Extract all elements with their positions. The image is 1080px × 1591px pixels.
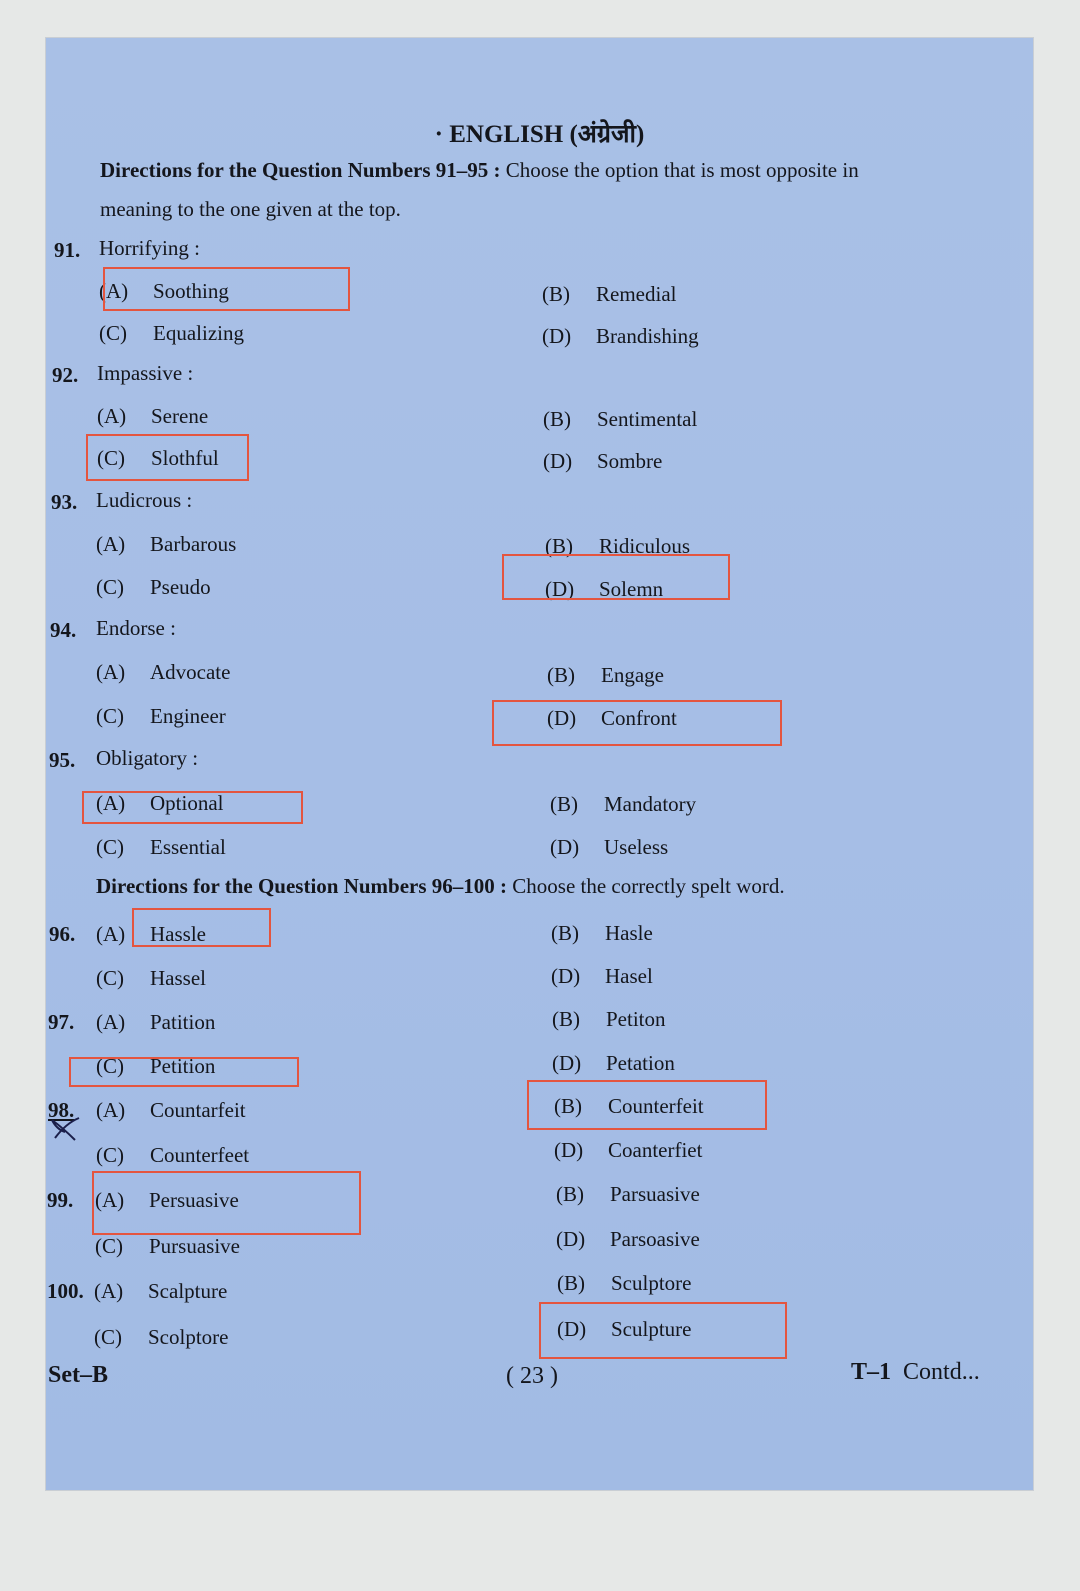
answer-marker-box: [539, 1302, 787, 1359]
answer-marker-box: [132, 908, 271, 947]
option-d[interactable]: (D) Brandishing: [542, 324, 699, 348]
answer-marker-box: [502, 554, 730, 600]
option-c[interactable]: (C) Equalizing: [99, 321, 244, 345]
option-c[interactable]: (C) Hassel: [96, 966, 206, 990]
option-b[interactable]: (B) Engage: [547, 663, 664, 687]
exam-page: [46, 38, 1033, 1490]
option-a[interactable]: (A) Barbarous: [96, 532, 237, 556]
question-word: Horrifying :: [99, 236, 200, 260]
question-number: 94.: [50, 618, 77, 642]
option-d[interactable]: (D) Petation: [552, 1051, 675, 1075]
section-title: · ENGLISH (अंग्रेजी): [434, 121, 645, 148]
option-c[interactable]: (C) Slothful: [97, 446, 219, 470]
option-c[interactable]: (C) Pseudo: [96, 575, 211, 599]
question-number: 95.: [49, 748, 76, 772]
answer-marker-box: [92, 1171, 361, 1235]
option-d[interactable]: (D) Solemn: [545, 577, 664, 601]
option-a[interactable]: (A) Scalpture: [94, 1279, 228, 1303]
option-b[interactable]: (B) Sentimental: [543, 407, 698, 431]
question-number: 98.: [48, 1098, 75, 1122]
question-word: Endorse :: [96, 616, 176, 640]
option-a[interactable]: (A) Optional: [96, 791, 224, 815]
option-b[interactable]: (B) Hasle: [551, 921, 653, 945]
answer-marker-box: [82, 791, 303, 824]
set-label: Set–B: [48, 1362, 108, 1388]
page-number: ( 23 ): [506, 1363, 558, 1389]
answer-marker-box: [86, 434, 249, 481]
option-b[interactable]: (B) Parsuasive: [556, 1182, 700, 1206]
option-b[interactable]: (B) Counterfeit: [554, 1094, 704, 1118]
question-word: Ludicrous :: [96, 488, 193, 512]
option-b[interactable]: (B) Remedial: [542, 282, 677, 306]
answer-marker-box: [527, 1080, 767, 1130]
option-a[interactable]: (A) Patition: [96, 1010, 216, 1034]
option-c[interactable]: (C) Pursuasive: [95, 1234, 240, 1258]
option-a[interactable]: (A) Soothing: [99, 279, 229, 303]
question-number: 93.: [51, 490, 78, 514]
option-a[interactable]: (A) Hassle: [96, 922, 206, 946]
directions-2: Directions for the Question Numbers 96–100 : Choose the correctly spelt word.: [96, 874, 785, 898]
question-number: 99.: [47, 1188, 74, 1212]
option-d[interactable]: (D) Sombre: [543, 449, 663, 473]
option-b[interactable]: (B) Sculptore: [557, 1271, 692, 1295]
option-d[interactable]: (D) Sculpture: [557, 1317, 692, 1341]
question-number: 97.: [48, 1010, 75, 1034]
option-b[interactable]: (B) Ridiculous: [545, 534, 691, 558]
option-c[interactable]: (C) Counterfeet: [96, 1143, 250, 1167]
option-a[interactable]: (A) Countarfeit: [96, 1098, 246, 1122]
answer-marker-box: [103, 267, 350, 311]
directions-1-cont: meaning to the one given at the top.: [100, 197, 401, 221]
footer-code: T–1 Contd...: [851, 1359, 980, 1385]
question-number: 92.: [52, 363, 79, 387]
option-d[interactable]: (D) Confront: [547, 706, 677, 730]
option-d[interactable]: (D) Hasel: [551, 964, 653, 988]
option-d[interactable]: (D) Coanterfiet: [554, 1138, 703, 1162]
option-b[interactable]: (B) Petiton: [552, 1007, 666, 1031]
option-c[interactable]: (C) Engineer: [96, 704, 226, 728]
option-a[interactable]: (A) Persuasive: [95, 1188, 239, 1212]
option-a[interactable]: (A) Serene: [97, 404, 209, 428]
question-number: 100.: [47, 1279, 84, 1303]
question-number: 96.: [49, 922, 76, 946]
pen-tick-mark-icon: [49, 1116, 83, 1144]
answer-marker-box: [69, 1057, 299, 1087]
option-b[interactable]: (B) Mandatory: [550, 792, 697, 816]
option-c[interactable]: (C) Petition: [96, 1054, 216, 1078]
question-word: Obligatory :: [96, 746, 199, 770]
directions-1: Directions for the Question Numbers 91–95 : Choose the option that is most opposite in: [100, 158, 859, 182]
question-word: Impassive :: [97, 361, 194, 385]
option-a[interactable]: (A) Advocate: [96, 660, 231, 684]
option-c[interactable]: (C) Scolptore: [94, 1325, 229, 1349]
question-number: 91.: [54, 238, 81, 262]
answer-marker-box: [492, 700, 782, 746]
option-d[interactable]: (D) Parsoasive: [556, 1227, 700, 1251]
option-c[interactable]: (C) Essential: [96, 835, 226, 859]
option-d[interactable]: (D) Useless: [550, 835, 669, 859]
